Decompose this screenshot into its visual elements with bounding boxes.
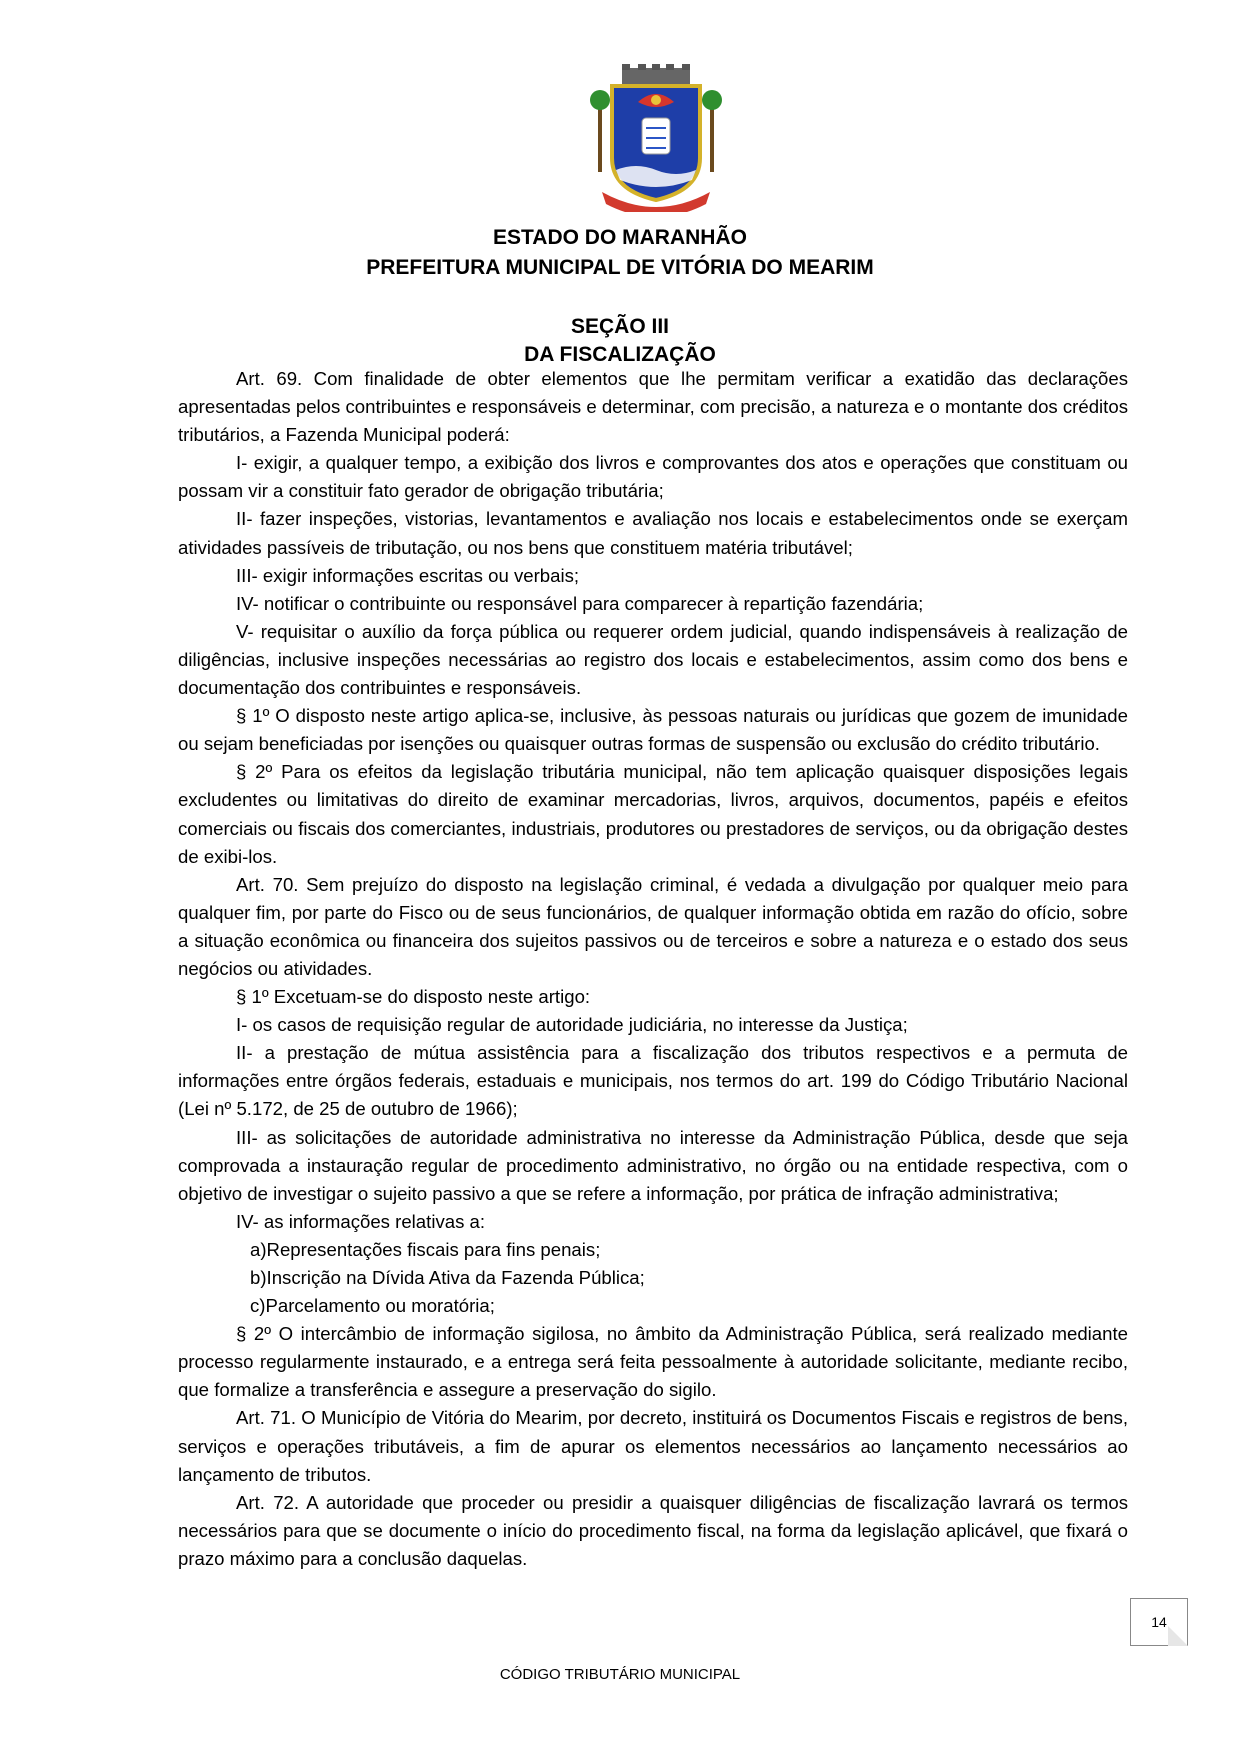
- paragraph: III- as solicitações de autoridade administrativa no interesse da Administração Pública, desde que seja comprovada a instauração regular de procedimento administrativo, no órgão ou na entidade respectiva, com o objetivo de investigar o sujeito passivo a que se refere a informação, por prática de infração administrativa;: [178, 1126, 1128, 1204]
- section-title: DA FISCALIZAÇÃO: [524, 343, 716, 366]
- paragraph: Art. 70. Sem prejuízo do disposto na legislação criminal, é vedada a divulgação por qualquer meio para qualquer fim, por parte do Fisco ou de seus funcionários, de qualquer informação obtida em razão do ofício, sobre a situação econômica ou financeira dos sujeitos passivos ou de terceiros e sobre a natureza e o estado dos seus negócios ou atividades.: [178, 873, 1128, 979]
- page-number: 14: [1130, 1598, 1188, 1646]
- paragraph: Art. 72. A autoridade que proceder ou presidir a quaisquer diligências de fiscalização lavrará os termos necessários para que se documente o início do procedimento fiscal, na forma da legislação aplicável, que fixará o prazo máximo para a conclusão daquelas.: [178, 1491, 1128, 1569]
- paragraph: Art. 69. Com finalidade de obter elementos que lhe permitam verificar a exatidão das declarações apresentadas pelos contribuintes e responsáveis e determinar, com precisão, a natureza e o montante dos créditos tributários, a Fazenda Municipal poderá:: [178, 368, 1128, 446]
- paragraph: § 2º O intercâmbio de informação sigilosa, no âmbito da Administração Pública, será realizado mediante processo regularmente instaurado, e a entrega será feita pessoalmente à autoridade solicitante, mediante recibo, que formalize a transferência e assegure a preservação do sigilo.: [178, 1323, 1128, 1401]
- paragraph: Art. 71. O Município de Vitória do Mearim, por decreto, instituirá os Documentos Fiscais e registros de bens, serviços e operações tributáveis, a fim de apurar os elementos necessários ao lançamento necessários ao lançamento de tributos.: [178, 1407, 1128, 1485]
- document-body: [178, 365, 1128, 1573]
- header-state: ESTADO DO MARANHÃO: [493, 226, 747, 249]
- page-curl-icon: [1168, 1626, 1188, 1646]
- section-number: SEÇÃO III: [570, 315, 670, 338]
- paragraph: I- exigir, a qualquer tempo, a exibição dos livros e comprovantes dos atos e operações que constituam ou possam vir a constituir fato gerador de obrigação tributária;: [178, 452, 1128, 502]
- paragraph: II- fazer inspeções, vistorias, levantamentos e avaliação nos locais e estabelecimentos onde se exerçam atividades passíveis de tributação, ou nos bens que constituem matéria tributável;: [178, 508, 1128, 558]
- paragraph: § 1º Excetuam-se do disposto neste artigo:: [236, 986, 591, 1008]
- page-footer: CÓDIGO TRIBUTÁRIO MUNICIPAL: [499, 1666, 741, 1683]
- paragraph: § 1º O disposto neste artigo aplica-se, inclusive, às pessoas naturais ou jurídicas que gozem de imunidade ou sejam beneficiadas por isenções ou quaisquer outras formas de suspensão ou exclusão do crédito tributário.: [178, 705, 1128, 755]
- paragraph: IV- notificar o contribuinte ou responsável para comparecer à repartição fazendária;: [236, 592, 924, 614]
- list-item: a)Representações fiscais para fins penais;: [250, 1238, 601, 1260]
- paragraph: III- exigir informações escritas ou verbais;: [236, 564, 580, 586]
- municipal-crest-emblem: [588, 62, 724, 212]
- paragraph: I- os casos de requisição regular de autoridade judiciária, no interesse da Justiça;: [236, 1014, 908, 1036]
- list-item: c)Parcelamento ou moratória;: [250, 1295, 495, 1317]
- list-item: b)Inscrição na Dívida Ativa da Fazenda Pública;: [250, 1267, 645, 1288]
- paragraph: § 2º Para os efeitos da legislação tributária municipal, não tem aplicação quaisquer disposições legais excludentes ou limitativas do direito de examinar mercadorias, livros, arquivos, documentos, papéis e efeitos comerciais ou fiscais dos comerciantes, industriais, produtores ou prestadores de serviços, ou da obrigação destes de exibi-los.: [178, 761, 1128, 867]
- header-prefecture: PREFEITURA MUNICIPAL DE VITÓRIA DO MEARIM: [366, 256, 874, 279]
- paragraph: V- requisitar o auxílio da força pública ou requerer ordem judicial, quando indispensáveis à realização de diligências, inclusive inspeções necessárias ao registro dos locais e estabelecimentos, assim como dos bens e documentação dos contribuintes e responsáveis.: [178, 620, 1128, 699]
- paragraph: IV- as informações relativas a:: [236, 1210, 486, 1232]
- paragraph: II- a prestação de mútua assistência para a fiscalização dos tributos respectivos e a permuta de informações entre órgãos federais, estaduais e municipais, nos termos do art. 199 do Código Tributário Nacional (Lei nº 5.172, de 25 de outubro de 1966);: [178, 1042, 1128, 1120]
